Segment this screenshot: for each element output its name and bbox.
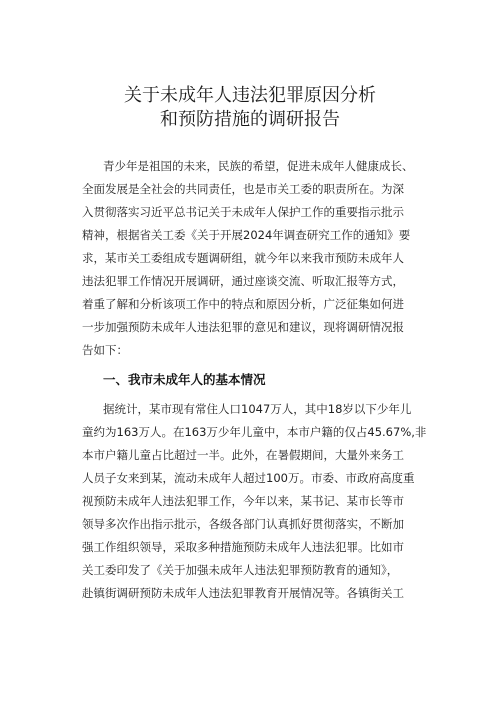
paragraph-line: 精神，根据省关工委《关于开展2024年调查研究工作的通知》要 (82, 228, 411, 242)
paragraph-line: 领导多次作出指示批示，各级各部门认真抓好贯彻落实，不断加 (82, 517, 404, 531)
paragraph-line: 一步加强预防未成年人违法犯罪的意见和建议，现将调研情况报 (82, 320, 404, 334)
paragraph-line: 违法犯罪工作情况开展调研，通过座谈交流、听取汇报等方式， (82, 274, 404, 288)
document-title-line-2: 和预防措施的调研报告 (160, 109, 340, 130)
paragraph-line: 入贯彻落实习近平总书记关于未成年人保护工作的重要指示批示 (82, 205, 404, 219)
paragraph-line: 青少年是祖国的未来，民族的希望，促进未成年人健康成长、 (103, 159, 414, 173)
paragraph-line: 据统计，某市现有常住人口1047万人，其中18岁以下少年儿 (103, 402, 412, 416)
paragraph-line: 求，某市关工委组成专题调研组，就今年以来我市预防未成年人 (82, 251, 404, 265)
paragraph-line: 关工委印发了《关于加强未成年人违法犯罪预防教育的通知》， (82, 563, 399, 577)
paragraph-line: 着重了解和分析该项工作中的特点和原因分析，广泛征集如何进 (82, 297, 404, 311)
document-title-line-1: 关于未成年人违法犯罪原因分析 (124, 85, 376, 106)
paragraph-line: 童约为163万人。在163万少年儿童中，本市户籍的仅占45.67%,非 (82, 425, 427, 439)
paragraph-line: 全面发展是全社会的共同责任，也是市关工委的职责所在。为深 (82, 182, 404, 196)
paragraph-line: 本市户籍儿童占比超过一半。此外，在暑假期间，大量外来务工 (82, 448, 404, 462)
paragraph-line: 赴镇街调研预防未成年人违法犯罪教育开展情况等。各镇街关工 (82, 586, 404, 600)
section-heading: 一、我市未成年人的基本情况 (103, 372, 266, 387)
paragraph-line: 人员子女来到某，流动未成年人超过100万。市委、市政府高度重 (82, 471, 415, 485)
paragraph-line: 强工作组织领导，采取多种措施预防未成年人违法犯罪。比如市 (82, 540, 404, 554)
paragraph-line: 视预防未成年人违法犯罪工作，今年以来，某书记、某市长等市 (82, 494, 404, 508)
paragraph-line: 告如下： (82, 343, 128, 357)
